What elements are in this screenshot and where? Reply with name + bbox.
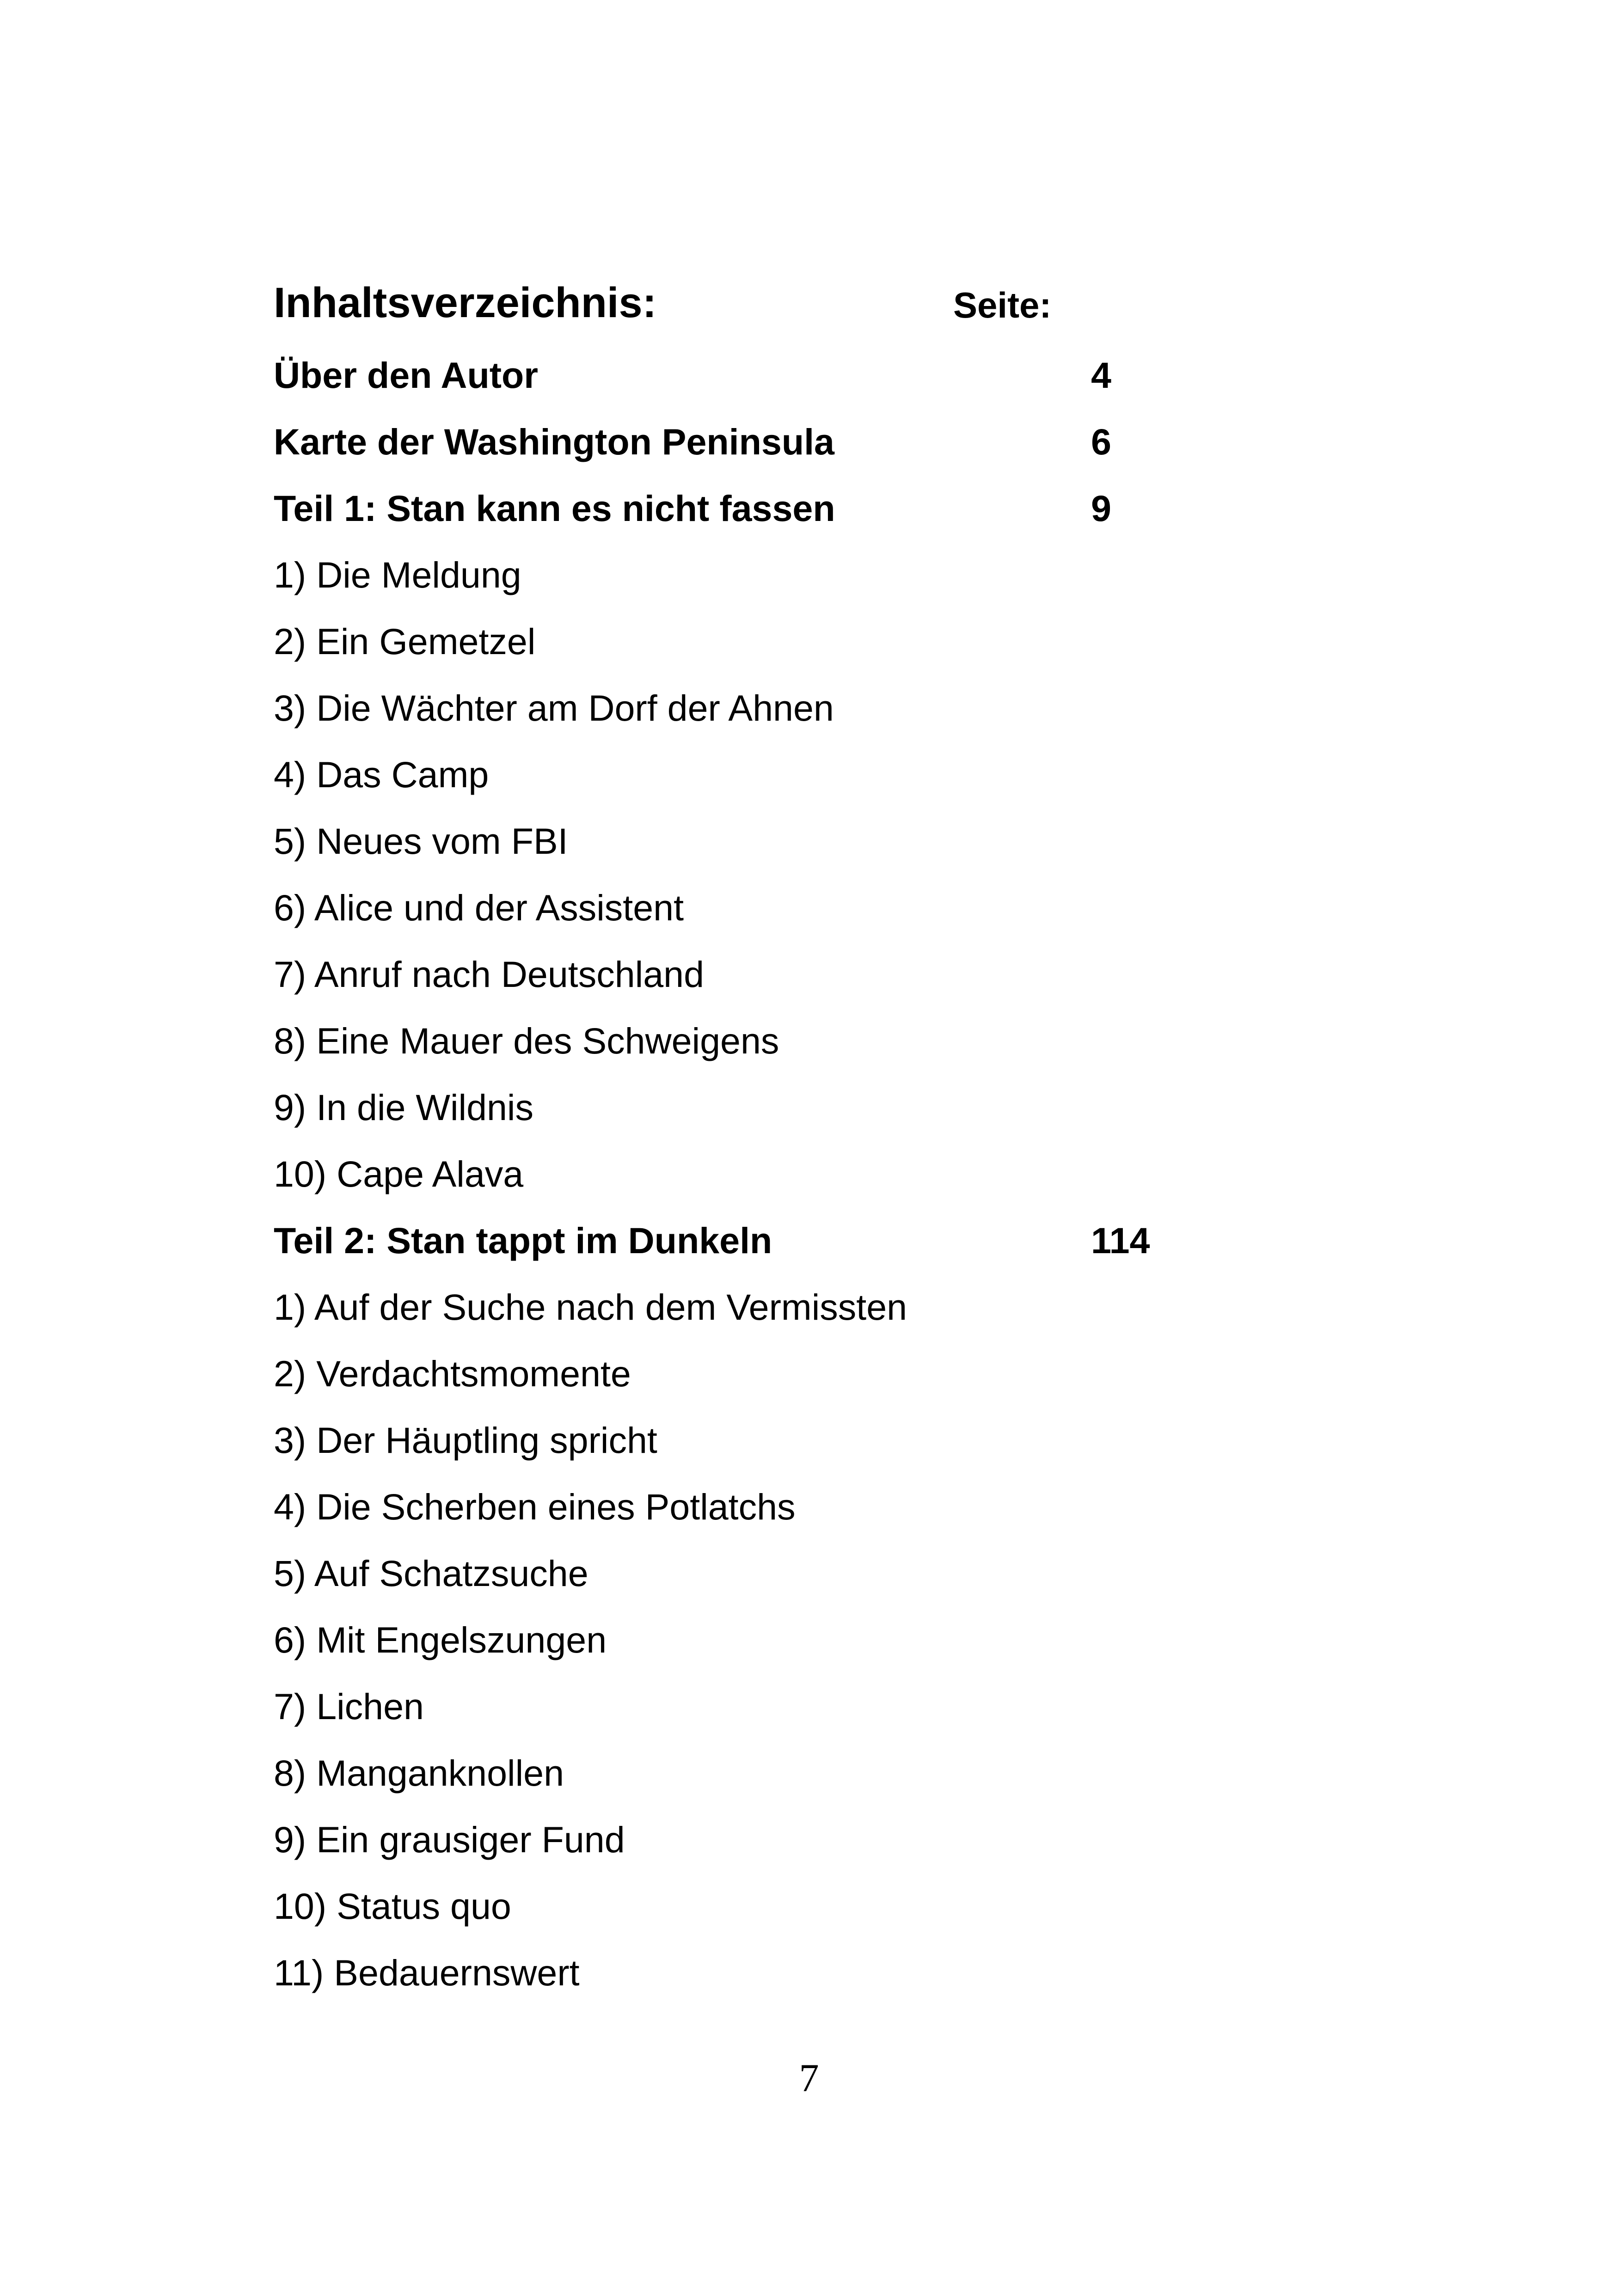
toc-entry-label: 4) Die Scherben eines Potlatchs bbox=[274, 1486, 796, 1527]
toc-header bbox=[274, 277, 1383, 342]
toc-chapter-row bbox=[274, 1074, 1383, 1141]
toc-entry-page: 4 bbox=[1091, 355, 1111, 396]
toc-entries bbox=[274, 342, 1383, 2006]
toc-entry-page: 6 bbox=[1091, 421, 1111, 462]
toc-entry-label: 10) Cape Alava bbox=[274, 1153, 524, 1194]
toc-entry-label: Teil 1: Stan kann es nicht fassen bbox=[274, 488, 835, 529]
toc-chapter-row bbox=[274, 1740, 1383, 1806]
toc-entry-page: 114 bbox=[1091, 1220, 1150, 1261]
toc-entry-label: 7) Anruf nach Deutschland bbox=[274, 954, 705, 995]
toc-entry-label: 3) Der Häuptling spricht bbox=[274, 1420, 657, 1461]
toc-title: Inhaltsverzeichnis: bbox=[274, 279, 657, 326]
toc-section-row bbox=[274, 475, 1383, 542]
toc-entry-label: 2) Verdachtsmomente bbox=[274, 1353, 631, 1394]
toc-entry-label: 1) Auf der Suche nach dem Vermissten bbox=[274, 1286, 907, 1328]
toc-chapter-row bbox=[274, 1873, 1383, 1940]
toc-entry-label: Karte der Washington Peninsula bbox=[274, 421, 834, 462]
toc-chapter-row bbox=[274, 1341, 1383, 1407]
toc-entry-page: 9 bbox=[1091, 488, 1111, 529]
toc-entry-label: 8) Eine Mauer des Schweigens bbox=[274, 1020, 779, 1061]
toc-page-column-header: Seite: bbox=[953, 285, 1052, 325]
toc-entry-label: 7) Lichen bbox=[274, 1686, 424, 1727]
toc-chapter-row bbox=[274, 1008, 1383, 1074]
toc-entry-label: 6) Mit Engelszungen bbox=[274, 1619, 607, 1660]
toc-chapter-row bbox=[274, 941, 1383, 1008]
toc-section-row bbox=[274, 409, 1383, 475]
toc-section-row bbox=[274, 342, 1383, 409]
toc-chapter-row bbox=[274, 675, 1383, 741]
toc-entry-label: 1) Die Meldung bbox=[274, 554, 521, 595]
toc-chapter-row bbox=[274, 1141, 1383, 1207]
toc-chapter-row bbox=[274, 1940, 1383, 2006]
toc-entry-label: 4) Das Camp bbox=[274, 754, 489, 795]
toc-entry-label: 6) Alice und der Assistent bbox=[274, 887, 684, 928]
toc-chapter-row bbox=[274, 1806, 1383, 1873]
toc-chapter-row bbox=[274, 1607, 1383, 1673]
toc-chapter-row bbox=[274, 1274, 1383, 1341]
toc-section-row bbox=[274, 1207, 1383, 1274]
toc-chapter-row bbox=[274, 1407, 1383, 1474]
toc-entry-label: 2) Ein Gemetzel bbox=[274, 621, 536, 662]
toc-chapter-row bbox=[274, 808, 1383, 875]
toc-entry-label: 11) Bedauernswert bbox=[274, 1952, 580, 1993]
toc-entry-label: 8) Manganknollen bbox=[274, 1752, 564, 1794]
toc-chapter-row bbox=[274, 542, 1383, 608]
toc-entry-label: Teil 2: Stan tappt im Dunkeln bbox=[274, 1220, 772, 1261]
page-number: 7 bbox=[799, 2056, 819, 2100]
toc-entry-label: Über den Autor bbox=[274, 355, 539, 396]
toc-entry-label: 3) Die Wächter am Dorf der Ahnen bbox=[274, 687, 834, 729]
toc-entry-label: 5) Auf Schatzsuche bbox=[274, 1553, 588, 1594]
toc-chapter-row bbox=[274, 1474, 1383, 1540]
toc-entry-label: 5) Neues vom FBI bbox=[274, 820, 568, 862]
toc-chapter-row bbox=[274, 1540, 1383, 1607]
toc-chapter-row bbox=[274, 1673, 1383, 1740]
toc-chapter-row bbox=[274, 875, 1383, 941]
toc-entry-label: 10) Status quo bbox=[274, 1886, 511, 1927]
table-of-contents bbox=[274, 277, 1383, 2006]
toc-chapter-row bbox=[274, 741, 1383, 808]
toc-entry-label: 9) Ein grausiger Fund bbox=[274, 1819, 625, 1860]
toc-entry-label: 9) In die Wildnis bbox=[274, 1087, 533, 1128]
toc-chapter-row bbox=[274, 608, 1383, 675]
